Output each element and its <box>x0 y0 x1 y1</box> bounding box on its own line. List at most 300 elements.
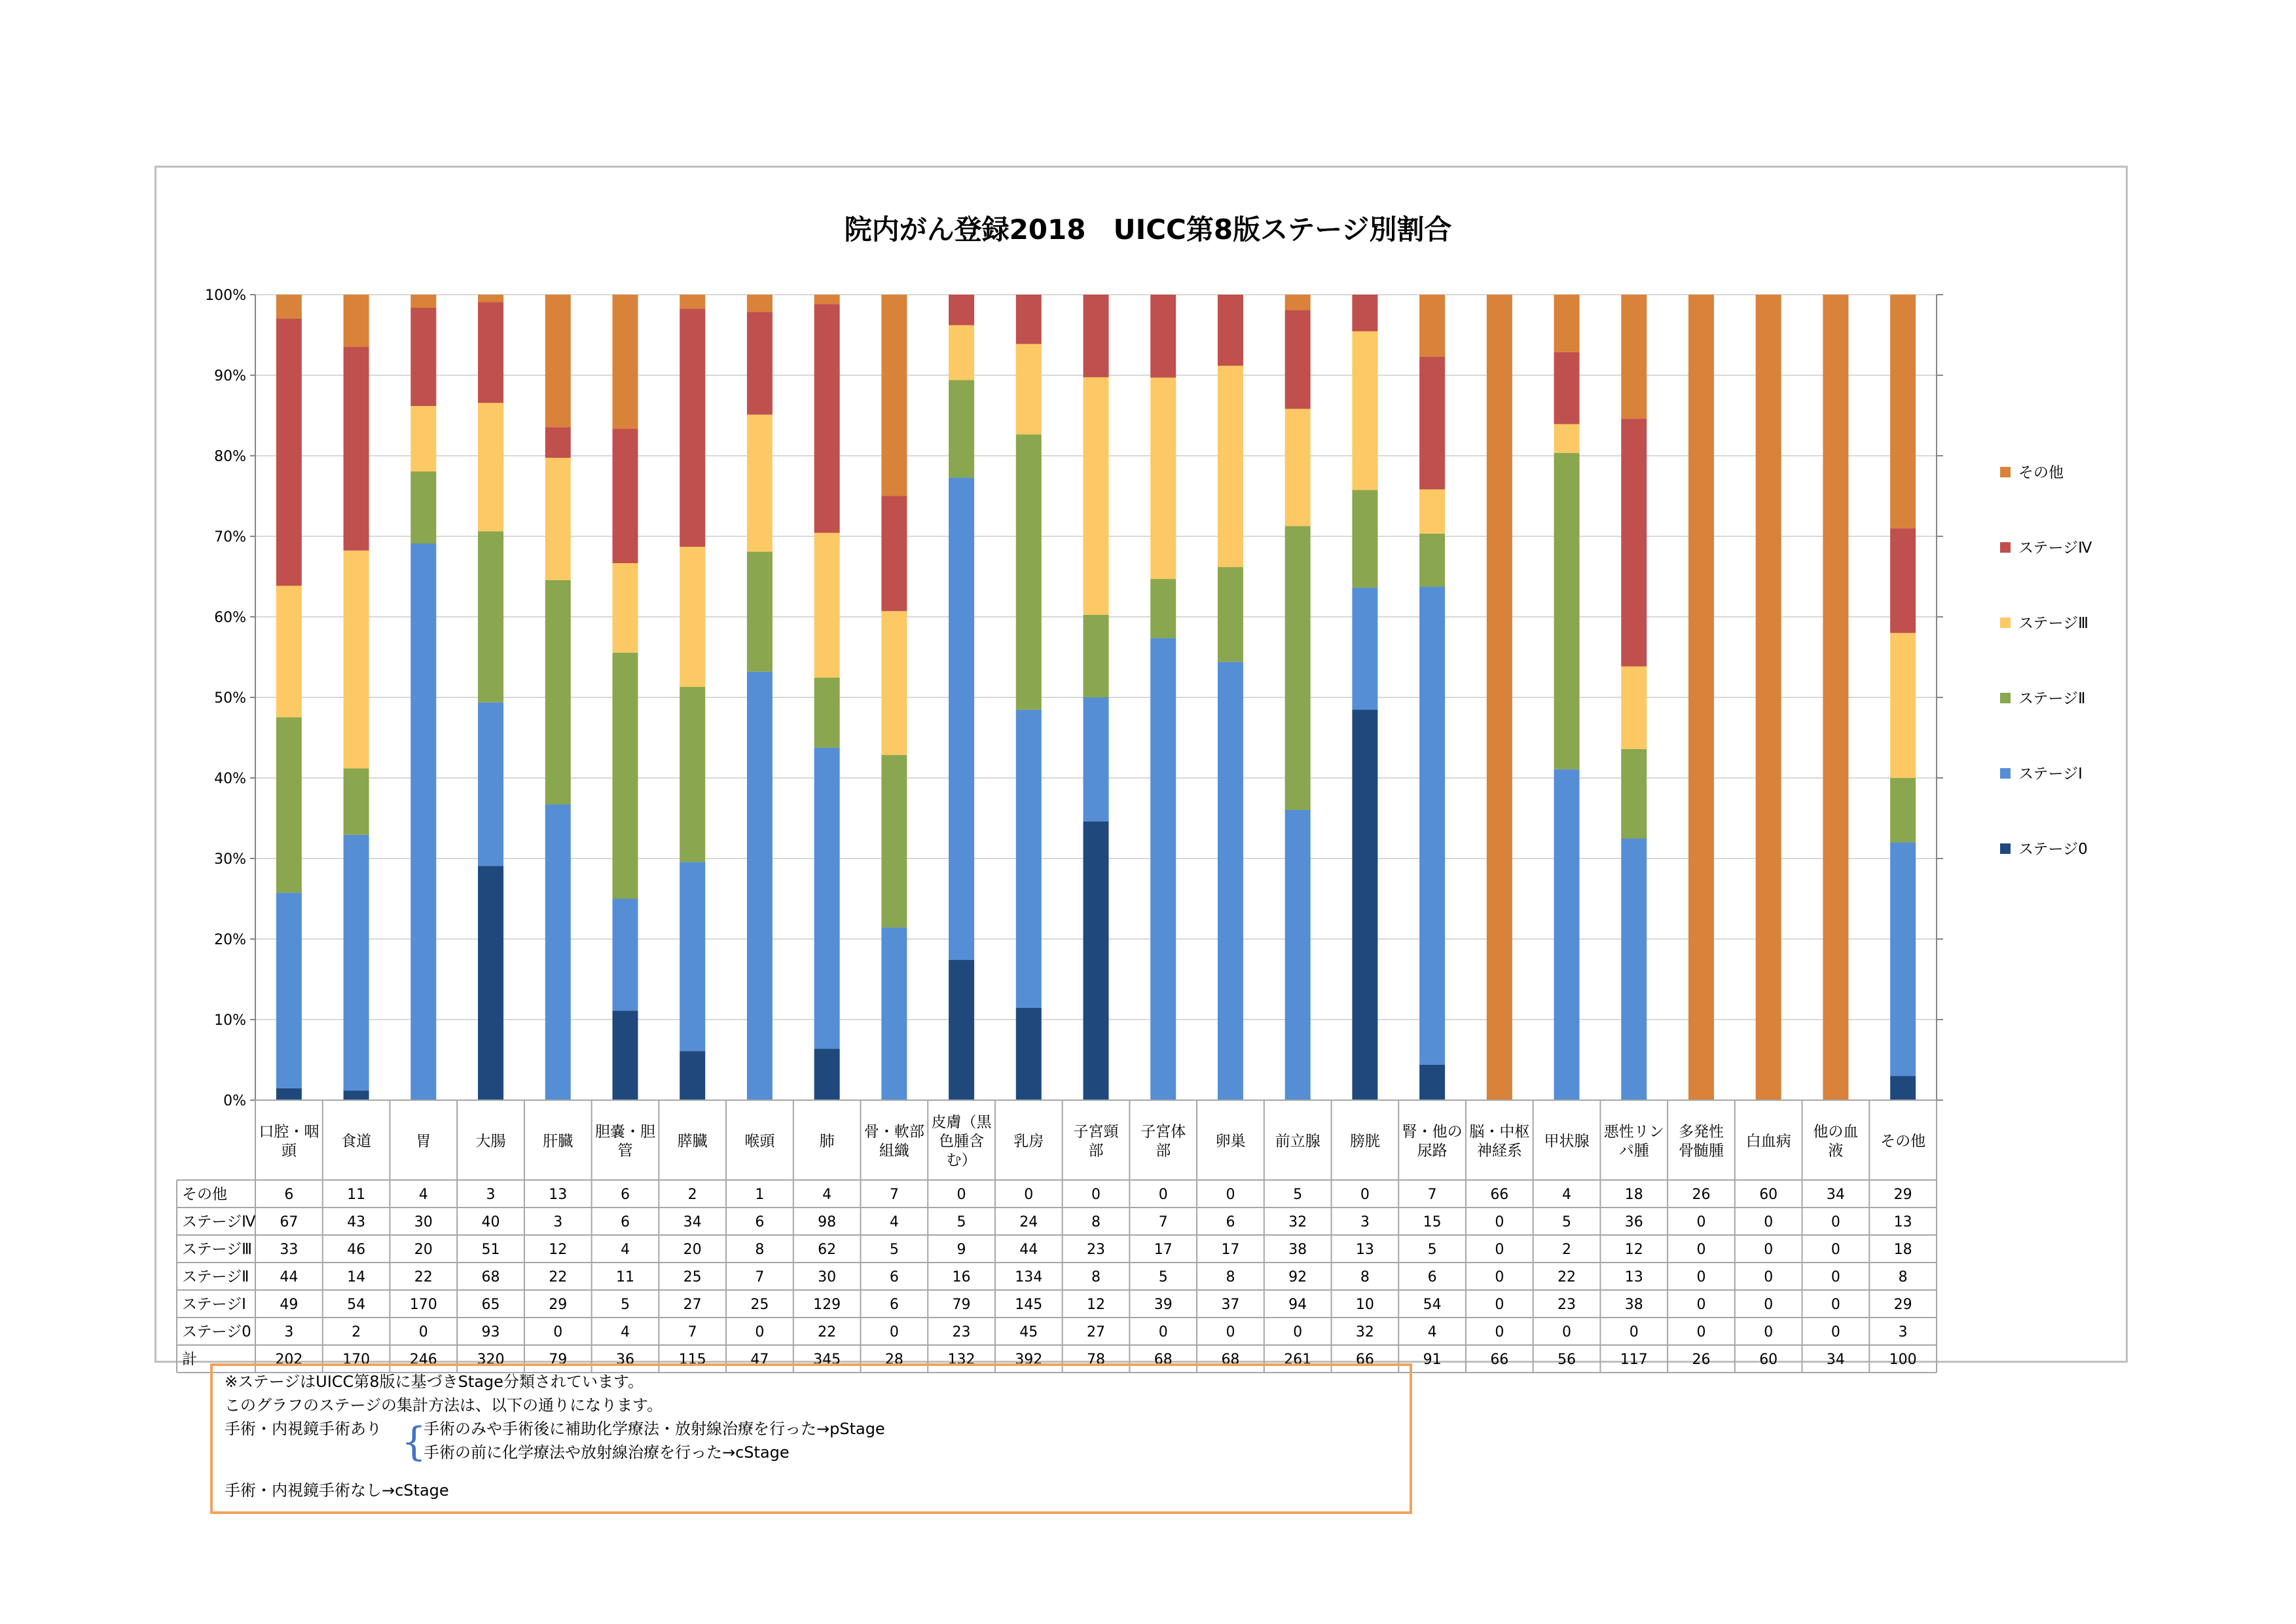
bar-segment <box>276 893 302 1088</box>
table-cell: 16 <box>952 1269 971 1285</box>
totals-cell: 68 <box>1154 1352 1173 1368</box>
table-cell: 4 <box>889 1214 899 1230</box>
bar-segment <box>478 295 503 303</box>
category-label: 子宮体部 <box>1140 1123 1186 1160</box>
bar-segment <box>1621 749 1647 839</box>
category-label: 食道 <box>341 1133 372 1150</box>
table-cell: 0 <box>889 1324 899 1340</box>
table-cell: 0 <box>1831 1242 1840 1258</box>
table-cell: 67 <box>280 1214 299 1230</box>
bar-segment <box>276 295 302 319</box>
table-cell: 6 <box>620 1187 630 1203</box>
bar-segment <box>814 304 840 532</box>
table-cell: 54 <box>347 1297 366 1313</box>
bar-segment <box>1218 567 1243 662</box>
table-row-label: ステージⅠ <box>182 1296 246 1313</box>
table-cell: 44 <box>280 1269 299 1285</box>
category-label: 卵巣 <box>1215 1133 1246 1150</box>
bar-segment <box>949 325 974 380</box>
table-cell: 7 <box>1427 1187 1437 1203</box>
table-cell: 0 <box>1831 1324 1840 1340</box>
totals-cell: 246 <box>409 1352 437 1368</box>
bar-segment <box>478 866 503 1100</box>
bar-segment <box>680 295 705 308</box>
table-cell: 0 <box>1495 1214 1504 1230</box>
table-cell: 5 <box>957 1214 966 1230</box>
y-tick-label: 80% <box>214 449 246 465</box>
bar-segment <box>410 308 436 406</box>
totals-cell: 132 <box>947 1352 975 1368</box>
table-cell: 40 <box>481 1214 500 1230</box>
table-cell: 0 <box>1764 1324 1774 1340</box>
table-cell: 0 <box>1562 1324 1572 1340</box>
table-cell: 4 <box>620 1242 630 1258</box>
legend-label: ステージⅠ <box>2018 766 2083 783</box>
table-cell: 6 <box>889 1269 899 1285</box>
category-label: 脳・中枢神経系 <box>1469 1123 1530 1160</box>
table-cell: 0 <box>553 1324 563 1340</box>
bar-segment <box>478 403 503 531</box>
bar-segment <box>1016 1008 1042 1100</box>
totals-row-label: 計 <box>182 1351 197 1368</box>
bar-segment <box>1218 662 1243 1100</box>
table-cell: 44 <box>1019 1242 1038 1258</box>
bar-segment <box>410 406 436 471</box>
table-cell: 43 <box>347 1214 366 1230</box>
category-label: 子宮頸部 <box>1073 1123 1119 1160</box>
table-cell: 17 <box>1221 1242 1240 1258</box>
table-cell: 37 <box>1221 1297 1240 1313</box>
table-cell: 94 <box>1288 1297 1307 1313</box>
bar-segment <box>545 458 571 580</box>
totals-cell: 28 <box>884 1352 903 1368</box>
table-cell: 12 <box>1624 1242 1643 1258</box>
note-line-3a: 手術のみや手術後に補助化学療法・放射線治療を行った→pStage <box>424 1420 885 1438</box>
table-cell: 65 <box>481 1297 500 1313</box>
category-label: 膀胱 <box>1349 1133 1380 1150</box>
totals-cell: 26 <box>1692 1352 1711 1368</box>
table-cell: 26 <box>1692 1187 1711 1203</box>
table-cell: 4 <box>620 1324 630 1340</box>
bar-segment <box>276 319 302 586</box>
table-cell: 60 <box>1759 1187 1778 1203</box>
bar-segment <box>344 347 369 551</box>
bar-segment <box>1554 424 1580 453</box>
bar-segment <box>1016 344 1042 434</box>
table-cell: 0 <box>1158 1187 1168 1203</box>
bar-segment <box>276 1088 302 1100</box>
category-label: 胆嚢・胆管 <box>594 1123 655 1160</box>
bar-segment <box>1084 821 1109 1100</box>
category-label: 喉頭 <box>744 1133 775 1150</box>
table-cell: 17 <box>1154 1242 1173 1258</box>
legend-label: ステージⅣ <box>2018 540 2092 557</box>
bar-segment <box>814 1049 840 1100</box>
bar-segment <box>1823 295 1848 1100</box>
table-cell: 11 <box>347 1187 366 1203</box>
bar-segment <box>1352 331 1377 490</box>
chart-title: 院内がん登録2018 UICC第8版ステージ別割合 <box>844 213 1452 246</box>
table-cell: 23 <box>952 1324 971 1340</box>
table-cell: 0 <box>1495 1297 1504 1313</box>
table-cell: 14 <box>347 1269 366 1285</box>
bar-segment <box>949 478 974 960</box>
category-label: 肺 <box>819 1133 835 1150</box>
totals-cell: 91 <box>1423 1352 1442 1368</box>
table-cell: 0 <box>1764 1242 1774 1258</box>
table-cell: 129 <box>813 1297 841 1313</box>
table-cell: 20 <box>683 1242 702 1258</box>
bar-segment <box>1419 357 1445 490</box>
totals-cell: 78 <box>1087 1352 1105 1368</box>
table-cell: 0 <box>1831 1214 1840 1230</box>
category-label: 胃 <box>416 1133 431 1150</box>
bar-segment <box>1150 295 1176 378</box>
table-cell: 0 <box>1831 1269 1840 1285</box>
table-cell: 23 <box>1087 1242 1105 1258</box>
table-cell: 22 <box>1558 1269 1576 1285</box>
bar-segment <box>680 1051 705 1100</box>
bar-segment <box>1890 1076 1916 1100</box>
bar-segment <box>1419 489 1445 534</box>
table-cell: 29 <box>1893 1187 1912 1203</box>
bar-segment <box>1285 409 1311 526</box>
table-cell: 0 <box>1696 1297 1706 1313</box>
table-cell: 0 <box>1024 1187 1034 1203</box>
table-cell: 0 <box>957 1187 966 1203</box>
table-cell: 7 <box>889 1187 899 1203</box>
legend-label: ステージⅢ <box>2018 615 2088 632</box>
legend-swatch <box>2000 467 2011 477</box>
y-tick-label: 10% <box>214 1012 246 1029</box>
table-row-label: その他 <box>182 1186 227 1203</box>
note-line-3b: 手術の前に化学療法や放射線治療を行った→cStage <box>424 1443 790 1462</box>
brace-icon: { <box>401 1419 427 1465</box>
bar-segment <box>881 611 907 755</box>
bar-segment <box>1890 528 1916 633</box>
table-cell: 12 <box>1087 1297 1105 1313</box>
table-cell: 46 <box>347 1242 366 1258</box>
table-cell: 32 <box>1288 1214 1307 1230</box>
bar-segment <box>1016 295 1042 344</box>
note-line-4: 手術・内視鏡手術なし→cStage <box>225 1481 449 1500</box>
bar-segment <box>410 544 436 1100</box>
table-cell: 5 <box>1158 1269 1168 1285</box>
bar-segment <box>1621 418 1647 666</box>
table-cell: 39 <box>1154 1297 1173 1313</box>
table-cell: 2 <box>687 1187 697 1203</box>
table-cell: 34 <box>683 1214 702 1230</box>
bar-segment <box>344 1091 369 1100</box>
bar-segment <box>1285 310 1311 409</box>
category-label: 骨・軟部組織 <box>864 1123 924 1160</box>
bar-segment <box>881 927 907 1100</box>
totals-cell: 320 <box>477 1352 505 1368</box>
table-cell: 0 <box>1696 1324 1706 1340</box>
bar-segment <box>1285 810 1311 1100</box>
bar-segment <box>680 547 705 687</box>
table-cell: 29 <box>1893 1297 1912 1313</box>
legend-swatch <box>2000 542 2011 553</box>
totals-cell: 392 <box>1015 1352 1043 1368</box>
table-row-label: ステージⅡ <box>182 1268 249 1285</box>
bar-segment <box>1890 778 1916 842</box>
table-cell: 6 <box>620 1214 630 1230</box>
bar-segment <box>1285 295 1311 310</box>
table-cell: 33 <box>280 1242 299 1258</box>
bar-segment <box>276 586 302 718</box>
totals-cell: 68 <box>1221 1352 1240 1368</box>
table-cell: 4 <box>418 1187 428 1203</box>
table-cell: 22 <box>818 1324 837 1340</box>
y-tick-label: 40% <box>214 771 246 787</box>
table-cell: 6 <box>889 1297 899 1313</box>
category-label: 悪性リンパ腫 <box>1603 1123 1664 1160</box>
bar-segment <box>1352 295 1377 331</box>
table-cell: 23 <box>1558 1297 1576 1313</box>
bar-segment <box>1352 587 1377 709</box>
table-cell: 3 <box>486 1187 496 1203</box>
table-cell: 4 <box>1427 1324 1437 1340</box>
category-label: 皮膚（黒色腫含む） <box>931 1114 992 1169</box>
table-cell: 7 <box>1158 1214 1168 1230</box>
bar-segment <box>1487 295 1512 1100</box>
bar-segment <box>747 312 773 415</box>
y-tick-label: 70% <box>214 529 246 545</box>
table-cell: 5 <box>1293 1187 1303 1203</box>
category-label: 膵臓 <box>677 1133 708 1150</box>
table-row-label: ステージ0 <box>182 1323 251 1340</box>
table-cell: 8 <box>1360 1269 1370 1285</box>
table-cell: 25 <box>683 1269 702 1285</box>
table-cell: 22 <box>549 1269 568 1285</box>
category-label: 大腸 <box>475 1133 506 1150</box>
totals-cell: 115 <box>678 1352 706 1368</box>
table-cell: 24 <box>1019 1214 1038 1230</box>
bar-segment <box>344 551 369 769</box>
totals-cell: 261 <box>1284 1352 1312 1368</box>
totals-cell: 170 <box>342 1352 371 1368</box>
bar-segment <box>1554 769 1580 1100</box>
bar-segment <box>949 960 974 1100</box>
bar-segment <box>1621 667 1647 749</box>
bar-segment <box>747 415 773 551</box>
table-cell: 7 <box>687 1324 697 1340</box>
bar-segment <box>1150 638 1176 1100</box>
table-cell: 10 <box>1355 1297 1374 1313</box>
table-cell: 2 <box>352 1324 361 1340</box>
bar-segment <box>1084 615 1109 697</box>
table-cell: 98 <box>818 1214 837 1230</box>
y-tick-label: 0% <box>223 1093 246 1109</box>
totals-cell: 60 <box>1759 1352 1778 1368</box>
y-tick-label: 20% <box>214 932 246 948</box>
table-cell: 38 <box>1288 1242 1307 1258</box>
table-cell: 13 <box>1355 1242 1374 1258</box>
table-cell: 13 <box>1624 1269 1643 1285</box>
bar-segment <box>680 687 705 862</box>
table-cell: 0 <box>1831 1297 1840 1313</box>
table-cell: 0 <box>1293 1324 1303 1340</box>
bar-segment <box>1016 710 1042 1008</box>
y-tick-label: 100% <box>205 287 246 304</box>
bar-segment <box>1756 295 1781 1100</box>
bar-segment <box>1554 352 1580 424</box>
bar-segment <box>680 862 705 1051</box>
table-cell: 32 <box>1355 1324 1374 1340</box>
table-cell: 0 <box>1360 1187 1370 1203</box>
bar-segment <box>881 755 907 928</box>
table-cell: 9 <box>957 1242 966 1258</box>
bar-segment <box>1419 295 1445 357</box>
category-label: 口腔・咽頭 <box>259 1123 319 1160</box>
bar-segment <box>1150 579 1176 638</box>
bar-segment <box>747 672 773 1100</box>
bar-segment <box>814 533 840 678</box>
bar-segment <box>1084 377 1109 615</box>
legend-swatch <box>2000 843 2011 854</box>
table-cell: 62 <box>818 1242 837 1258</box>
bar-segment <box>478 531 503 702</box>
table-cell: 0 <box>1226 1187 1235 1203</box>
table-cell: 5 <box>620 1297 630 1313</box>
table-cell: 92 <box>1288 1269 1307 1285</box>
bar-segment <box>747 295 773 312</box>
table-cell: 18 <box>1624 1187 1643 1203</box>
table-cell: 5 <box>1562 1214 1572 1230</box>
note-line-3-label: 手術・内視鏡手術あり <box>225 1420 382 1438</box>
table-cell: 79 <box>952 1297 971 1313</box>
bar-segment <box>1084 295 1109 377</box>
table-cell: 0 <box>1495 1242 1504 1258</box>
category-label: 前立腺 <box>1275 1133 1321 1150</box>
table-cell: 30 <box>818 1269 837 1285</box>
category-label: 多発性骨髄腫 <box>1678 1123 1724 1160</box>
legend-swatch <box>2000 618 2011 628</box>
table-cell: 13 <box>1893 1214 1912 1230</box>
category-label: 乳房 <box>1013 1133 1044 1150</box>
bar-segment <box>612 429 638 563</box>
table-cell: 8 <box>1091 1214 1101 1230</box>
table-cell: 0 <box>1226 1324 1235 1340</box>
bar-segment <box>1218 295 1243 366</box>
table-cell: 0 <box>1091 1187 1101 1203</box>
table-cell: 0 <box>1764 1214 1774 1230</box>
table-cell: 170 <box>409 1297 437 1313</box>
bar-segment <box>478 303 503 403</box>
table-cell: 36 <box>1624 1214 1643 1230</box>
table-cell: 29 <box>549 1297 568 1313</box>
table-cell: 8 <box>755 1242 765 1258</box>
y-tick-label: 90% <box>214 368 246 384</box>
table-cell: 93 <box>481 1324 500 1340</box>
bar-segment <box>1150 378 1176 580</box>
table-cell: 13 <box>549 1187 568 1203</box>
totals-cell: 36 <box>615 1352 634 1368</box>
table-cell: 0 <box>1629 1324 1639 1340</box>
totals-cell: 66 <box>1490 1352 1509 1368</box>
table-cell: 38 <box>1624 1297 1643 1313</box>
table-cell: 51 <box>481 1242 500 1258</box>
category-label: 腎・他の尿路 <box>1402 1123 1463 1160</box>
table-cell: 6 <box>284 1187 294 1203</box>
table-cell: 30 <box>414 1214 433 1230</box>
table-row-label: ステージⅣ <box>182 1213 256 1230</box>
legend-label: その他 <box>2018 464 2064 481</box>
bar-segment <box>1419 1065 1445 1100</box>
table-cell: 20 <box>414 1242 433 1258</box>
bar-segment <box>1084 697 1109 821</box>
table-cell: 0 <box>1495 1269 1504 1285</box>
category-label: 甲状腺 <box>1544 1133 1590 1150</box>
bar-segment <box>1218 366 1243 568</box>
bar-segment <box>410 471 436 544</box>
table-cell: 25 <box>750 1297 769 1313</box>
bar-segment <box>747 552 773 672</box>
bar-segment <box>1890 842 1916 1076</box>
table-cell: 7 <box>755 1269 765 1285</box>
bar-segment <box>1352 490 1377 587</box>
bar-segment <box>1419 587 1445 1065</box>
stage-method-note <box>210 1363 1412 1514</box>
legend-swatch <box>2000 693 2011 703</box>
table-cell: 3 <box>1360 1214 1370 1230</box>
totals-cell: 56 <box>1558 1352 1576 1368</box>
table-cell: 18 <box>1893 1242 1912 1258</box>
bar-segment <box>344 769 369 835</box>
note-line-1: ※ステージはUICC第8版に基づきStage分類されています。 <box>225 1373 644 1391</box>
table-cell: 0 <box>1495 1324 1504 1340</box>
table-cell: 0 <box>755 1324 765 1340</box>
table-row-label: ステージⅢ <box>182 1241 252 1258</box>
table-cell: 12 <box>549 1242 568 1258</box>
y-tick-label: 50% <box>214 690 246 707</box>
totals-cell: 34 <box>1826 1352 1845 1368</box>
table-cell: 8 <box>1091 1269 1101 1285</box>
bar-segment <box>814 295 840 304</box>
table-cell: 134 <box>1015 1269 1043 1285</box>
table-cell: 3 <box>1898 1324 1908 1340</box>
totals-cell: 117 <box>1620 1352 1648 1368</box>
bar-segment <box>1621 295 1647 418</box>
bar-segment <box>1688 295 1714 1100</box>
bar-segment <box>1554 295 1580 352</box>
bar-segment <box>814 748 840 1049</box>
category-label: 白血病 <box>1745 1133 1791 1150</box>
bar-segment <box>1419 534 1445 587</box>
table-cell: 1 <box>755 1187 765 1203</box>
bar-segment <box>410 295 436 308</box>
bar-segment <box>478 703 503 866</box>
table-cell: 6 <box>1226 1214 1235 1230</box>
table-cell: 0 <box>1696 1214 1706 1230</box>
bar-segment <box>344 835 369 1091</box>
y-tick-label: 30% <box>214 851 246 868</box>
legend-swatch <box>2000 768 2011 779</box>
bar-segment <box>612 899 638 1011</box>
table-cell: 0 <box>1764 1269 1774 1285</box>
bar-segment <box>949 380 974 477</box>
bar-segment <box>612 653 638 899</box>
bar-segment <box>545 295 571 427</box>
table-cell: 6 <box>755 1214 765 1230</box>
table-cell: 11 <box>615 1269 634 1285</box>
table-cell: 5 <box>889 1242 899 1258</box>
totals-cell: 345 <box>813 1352 841 1368</box>
table-cell: 54 <box>1423 1297 1442 1313</box>
category-label: その他 <box>1880 1133 1926 1150</box>
bar-segment <box>612 563 638 653</box>
